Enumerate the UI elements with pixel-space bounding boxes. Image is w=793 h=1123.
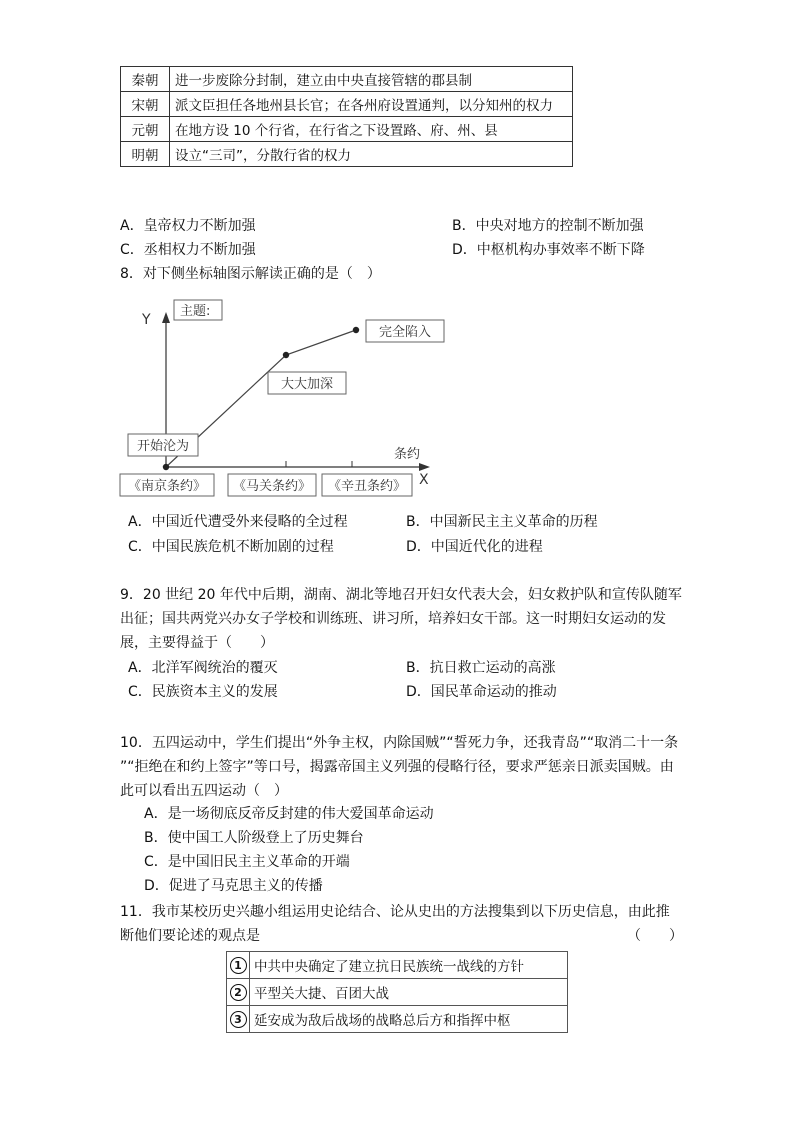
stage-label-deepen: 大大加深: [280, 377, 334, 392]
dynasty-cell: 元朝: [121, 117, 170, 142]
point-maguan: [283, 352, 289, 358]
q10-option-b[interactable]: B．使中国工人阶级登上了历史舞台: [144, 830, 364, 846]
measure-cell: 进一步废除分封制，建立由中央直接管辖的郡县制: [170, 67, 573, 92]
measure-cell: 在地方设 10 个行省，在行省之下设置路、府、州、县: [170, 117, 573, 142]
q9-stem-line-3: 展，主要得益于（ ）: [120, 635, 274, 651]
q8-axis-diagram: [110, 290, 450, 505]
table-row: [121, 92, 573, 117]
q10-stem-line-2: ”“拒绝在和约上签字”等口号，揭露帝国主义列强的侵略行径，要求严惩亲日派卖国贼。由: [120, 759, 674, 775]
measure-cell: 派文臣担任各地州县长官；在各州府设置通判，以分知州的权力: [170, 92, 573, 117]
q7-option-a[interactable]: A．皇帝权力不断加强: [120, 218, 256, 234]
point-nanjing: [163, 464, 169, 470]
treaty-label-nanjing: 《南京条约》: [127, 479, 207, 494]
table-row: [227, 979, 568, 1006]
q11-stem-line-1: 11．我市某校历史兴趣小组运用史论结合、论从史出的方法搜集到以下历史信息，由此推: [120, 904, 670, 920]
title-box-label: 主题:: [180, 304, 211, 319]
q8-option-c[interactable]: C．中国民族危机不断加剧的过程: [128, 539, 334, 555]
stage-label-complete: 完全陷入: [378, 325, 432, 340]
q9-option-c[interactable]: C．民族资本主义的发展: [128, 684, 278, 700]
q10-option-d[interactable]: D．促进了马克思主义的传播: [144, 878, 323, 894]
q7-option-d[interactable]: D．中枢机构办事效率不断下降: [452, 242, 645, 258]
point-xinchou: [353, 327, 359, 333]
treaty-label-xinchou: 《辛丑条约》: [327, 479, 407, 494]
table-row: [121, 142, 573, 167]
q11-source-table: [226, 951, 568, 1033]
table-row: [227, 1006, 568, 1033]
item-number: 1: [230, 957, 247, 974]
treaty-label-maguan: 《马关条约》: [232, 479, 312, 494]
q10-stem-line-1: 10．五四运动中，学生们提出“外争主权，内除国贼”“誓死力争，还我青岛”“取消二十一条: [120, 735, 679, 751]
table-row: [121, 67, 573, 92]
dynasty-table: [120, 66, 573, 167]
q7-option-c[interactable]: C．丞相权力不断加强: [120, 242, 256, 258]
item-number: 3: [230, 1011, 247, 1028]
q9-option-a[interactable]: A．北洋军阀统治的覆灭: [128, 660, 278, 676]
q7-option-b[interactable]: B．中央对地方的控制不断加强: [452, 218, 644, 234]
q9-option-b[interactable]: B．抗日救亡运动的高涨: [406, 660, 556, 676]
y-axis-label: Y: [142, 312, 151, 328]
x-axis-title: 条约: [394, 447, 421, 462]
x-axis-label: X: [419, 472, 429, 488]
measure-cell: 设立“三司”，分散行省的权力: [170, 142, 573, 167]
y-axis-arrow: [162, 312, 170, 323]
source-cell: 延安成为敌后战场的战略总后方和指挥中枢: [250, 1006, 568, 1033]
item-number: 2: [230, 984, 247, 1001]
source-cell: 平型关大捷、百团大战: [250, 979, 568, 1006]
q11-stem-line-2: 断他们要论述的观点是: [120, 928, 260, 944]
dynasty-cell: 明朝: [121, 142, 170, 167]
q8-option-b[interactable]: B．中国新民主主义革命的历程: [406, 514, 598, 530]
source-cell: 中共中央确定了建立抗日民族统一战线的方针: [250, 952, 568, 979]
q9-stem-line-1: 9．20 世纪 20 年代中后期，湖南、湖北等地召开妇女代表大会，妇女救护队和宣传队随军: [120, 587, 682, 603]
q8-option-a[interactable]: A．中国近代遭受外来侵略的全过程: [128, 514, 348, 530]
table-row: [227, 952, 568, 979]
dynasty-cell: 宋朝: [121, 92, 170, 117]
q8-stem: 8．对下侧坐标轴图示解读正确的是（ ）: [120, 266, 381, 282]
q11-answer-paren: （ ）: [627, 928, 683, 944]
q10-option-c[interactable]: C．是中国旧民主主义革命的开端: [144, 854, 350, 870]
stage-label-start: 开始沦为: [136, 439, 190, 454]
q8-option-d[interactable]: D．中国近代化的进程: [406, 539, 543, 555]
x-axis-arrow: [419, 463, 430, 471]
q9-stem-line-2: 出征；国共两党兴办女子学校和训练班、讲习所，培养妇女干部。这一时期妇女运动的发: [120, 611, 666, 627]
q10-stem-line-3: 此可以看出五四运动（ ）: [120, 783, 288, 799]
q10-option-a[interactable]: A．是一场彻底反帝反封建的伟大爱国革命运动: [144, 806, 434, 822]
dynasty-cell: 秦朝: [121, 67, 170, 92]
q9-option-d[interactable]: D．国民革命运动的推动: [406, 684, 557, 700]
table-row: [121, 117, 573, 142]
